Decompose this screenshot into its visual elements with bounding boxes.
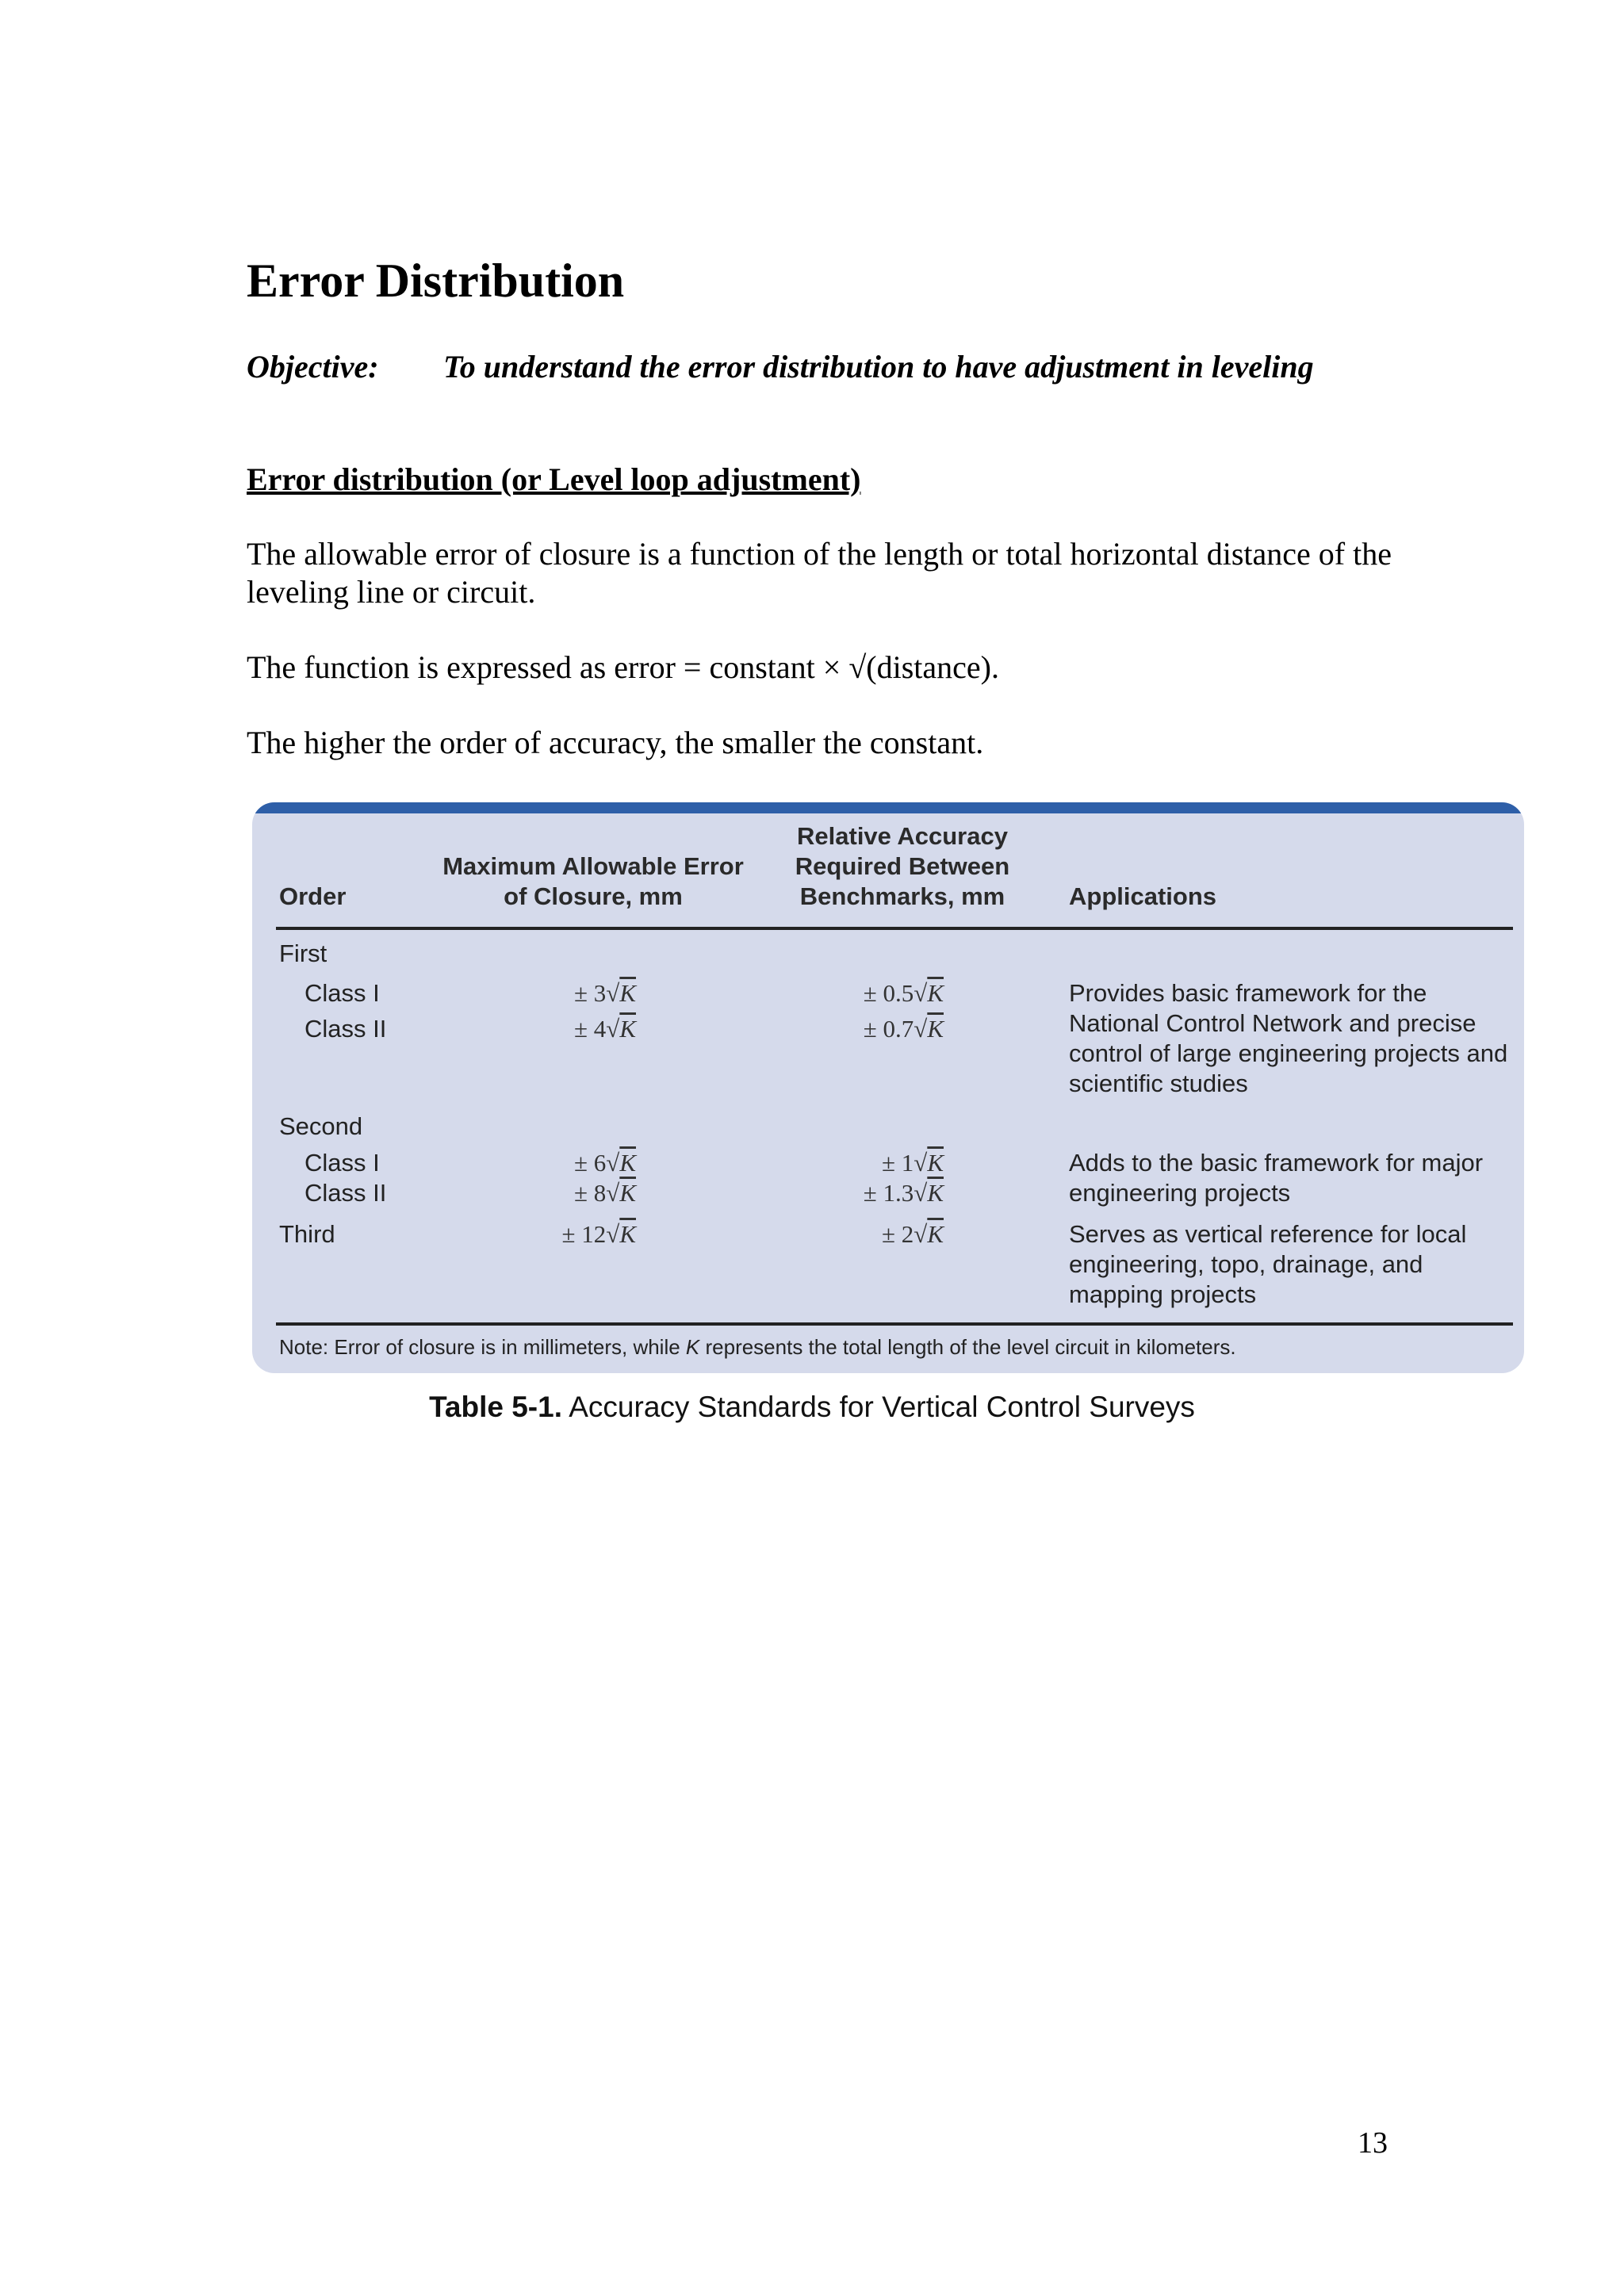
header-max-error: Maximum Allowable Error of Closure, mm — [442, 852, 744, 910]
first-class-1-max-error: ± 3√K — [574, 979, 636, 1007]
second-application: Adds to the basic framework for major engineering projects — [1069, 1149, 1484, 1207]
objective-label: Objective: — [247, 349, 379, 385]
paragraph-function: The function is expressed as error = constant × √(distance). — [247, 649, 999, 685]
second-class-2-relative: ± 1.3√K — [863, 1179, 944, 1207]
objective-text: To understand the error distribution to have adjustment in leveling — [443, 349, 1314, 385]
section-heading: Error distribution (or Level loop adjustment) — [247, 461, 861, 497]
first-class-1: Class I — [304, 979, 380, 1007]
page-title: Error Distribution — [247, 254, 625, 307]
second-class-2: Class II — [304, 1179, 387, 1207]
paragraph-allowable-error: The allowable error of closure is a function of the length or total horizontal distance of the leveling line or circuit. — [247, 536, 1392, 610]
first-application: Provides basic framework for the National Control Network and precise control of large engineering projects and scientific studies — [1069, 979, 1508, 1097]
table-note: Note: Error of closure is in millimeters, while K represents the total length of the level circuit in kilometers. — [279, 1335, 1236, 1359]
header-order: Order — [279, 882, 347, 910]
first-class-1-relative: ± 0.5√K — [863, 979, 944, 1007]
third-relative: ± 2√K — [882, 1220, 944, 1248]
second-class-2-max-error: ± 8√K — [574, 1179, 636, 1207]
second-class-1-max-error: ± 6√K — [574, 1149, 636, 1177]
header-relative-accuracy: Relative Accuracy Required Between Benchmarks, mm — [795, 822, 1010, 910]
first-class-2-max-error: ± 4√K — [574, 1015, 636, 1043]
header-rule — [276, 927, 1513, 930]
table-caption — [0, 1389, 1624, 1425]
page-number: 13 — [1358, 2126, 1388, 2160]
caption-text: Accuracy Standards for Vertical Control Surveys — [569, 1391, 1195, 1423]
paragraph-order-accuracy: The higher the order of accuracy, the smaller the constant. — [247, 725, 984, 760]
first-class-2-relative: ± 0.7√K — [863, 1015, 944, 1043]
accuracy-standards-table — [252, 802, 1524, 1373]
table-top-border — [252, 802, 1524, 813]
first-class-2: Class II — [304, 1015, 387, 1043]
objective-line — [247, 347, 1314, 387]
order-first: First — [279, 939, 327, 967]
second-class-1-relative: ± 1√K — [882, 1149, 944, 1177]
third-application: Serves as vertical reference for local engineering, topo, drainage, and mapping projects — [1069, 1220, 1467, 1308]
second-class-1: Class I — [304, 1149, 380, 1177]
footer-rule — [276, 1322, 1513, 1326]
order-third: Third — [279, 1220, 335, 1248]
caption-label: Table 5-1. — [429, 1391, 562, 1423]
order-second: Second — [279, 1112, 363, 1140]
third-max-error: ± 12√K — [561, 1220, 636, 1248]
header-applications: Applications — [1069, 882, 1217, 910]
